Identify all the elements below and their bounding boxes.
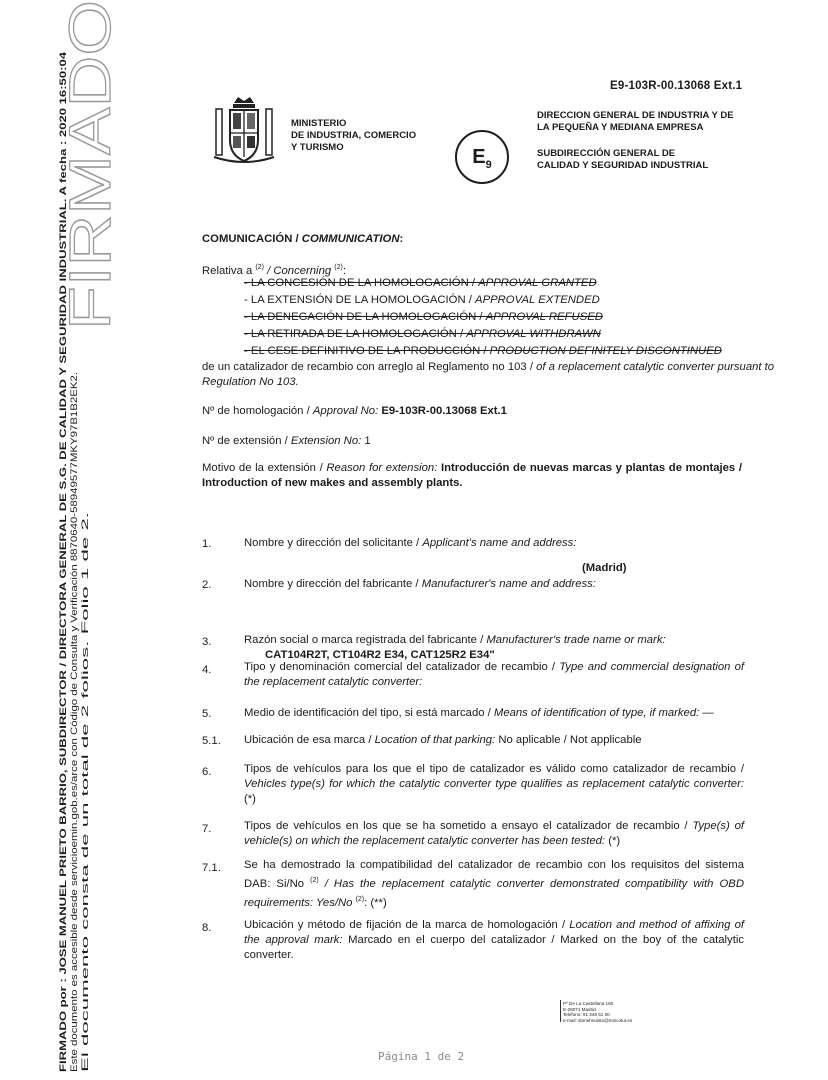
option-extended: - LA EXTENSIÓN DE LA HOMOLOGACIÓN / APPROVAL EXTENDED — [244, 294, 600, 306]
approval-number: Nº de homologación / Approval No: E9-103R-00.13068 Ext.1 — [202, 405, 507, 417]
option-granted: - LA CONCESIÓN DE LA HOMOLOGACIÓN / APPROVAL GRANTED — [244, 277, 597, 289]
option-refused: - LA DENEGACIÓN DE LA HOMOLOGACIÓN / APPROVAL REFUSED — [244, 311, 603, 323]
document-reference: E9-103R-00.13068 Ext.1 — [610, 80, 743, 92]
page-number: Página 1 de 2 — [378, 1050, 465, 1063]
ministry-address: Pº De La Castellana 160 E-28071 Madrid Teléfono: 91 349 51 00 e-mail: sbmehnuisto@mincotur.es — [563, 1001, 633, 1023]
coat-of-arms-icon — [210, 95, 278, 167]
signature-line-2: Este documento es accesible desde servicioemin.gob.es/arce con Código de Consulta y Verificación 8870640-58949577MKY97B1B2EK2. — [68, 497, 79, 1072]
extension-number: Nº de extensión / Extension No: 1 — [202, 435, 371, 447]
manufacturer-city: (Madrid) — [582, 562, 627, 574]
signature-line-3: El documento consta de un total de 2 folios. Folio 1 de 2. — [79, 835, 90, 1072]
subdirectorate-name: SUBDIRECCIÓN GENERAL DE CALIDAD Y SEGURIDAD INDUSTRIAL — [537, 148, 709, 171]
directorate-name: DIRECCION GENERAL DE INDUSTRIA Y DE LA PEQUEÑA Y MEDIANA EMPRESA — [537, 110, 734, 133]
firmado-watermark: FIRMADO — [58, 62, 123, 330]
communication-heading: COMUNICACIÓN / COMMUNICATION: — [202, 233, 404, 245]
purpose-text: de un catalizador de recambio con arreglo al Reglamento no 103 / of a replacement catalytic converter pursuant to Regulation No 103. — [202, 361, 775, 388]
signature-line-1: FIRMADO por : JOSE MANUEL PRIETO BARRIO, SUBDIRECTOR / DIRECTORA GENERAL DE S.G. DE CALIDAD Y SEGURIDAD INDUSTRIAL. A fecha : 2020 16:50:04 — [57, 340, 68, 1072]
trade-names: CAT104R2T, CT104R2 E34, CAT125R2 E34" — [265, 649, 495, 661]
option-discontinued: - EL CESE DEFINITIVO DE LA PRODUCCIÓN / PRODUCTION DEFINITELY DISCONTINUED — [244, 345, 722, 357]
approval-mark-e9: $E_9$ — [455, 130, 509, 184]
option-withdrawn: - LA RETIRADA DE LA HOMOLOGACIÓN / APPROVAL WITHDRAWN — [244, 328, 601, 340]
concerning-label: Relativa a $^{(2)}$ / Concerning $^{(2)}$: — [202, 264, 346, 277]
option-list — [244, 276, 722, 359]
ministry-name: MINISTERIO DE INDUSTRIA, COMERCIO Y TURISMO — [291, 118, 417, 153]
extension-reason: Motivo de la extensión / Reason for extension: Introducción de nuevas marcas y plantas de montajes / Introduction of new makes and assembly plants. — [202, 462, 743, 489]
footer-address-bar — [560, 1000, 561, 1022]
